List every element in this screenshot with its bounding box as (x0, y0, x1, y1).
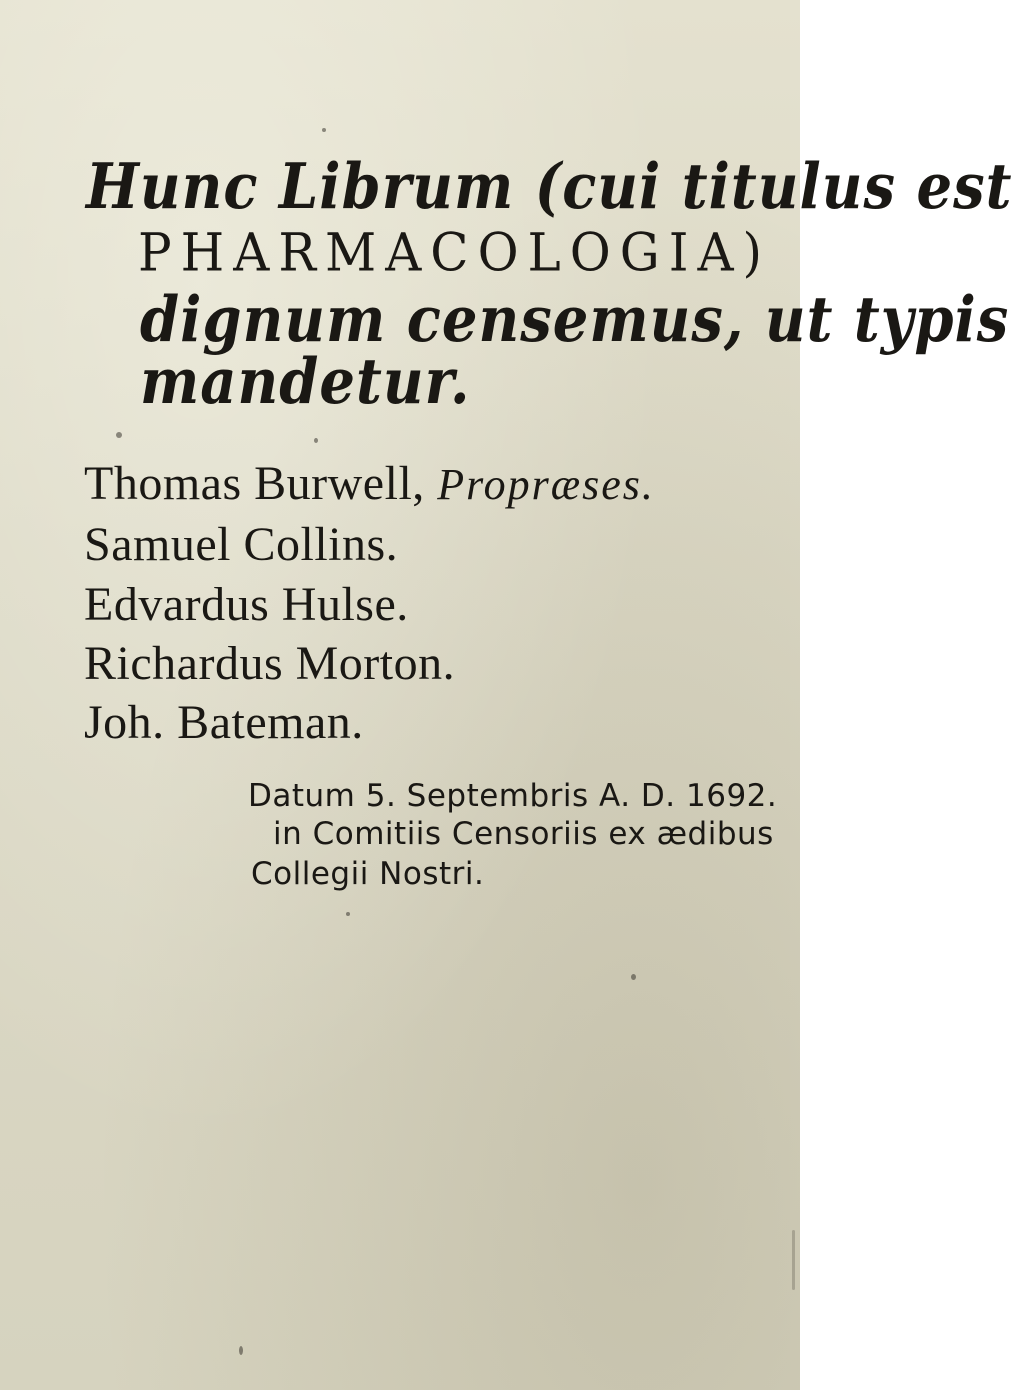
place-line: in Comitiis Censoriis ex ædibus (273, 816, 774, 852)
imprimatur-line-1: Hunc Librum (cui titulus est (86, 150, 1013, 224)
paper-speck (239, 1346, 243, 1355)
censor-office: Propræses. (437, 460, 655, 509)
paper-speck (346, 912, 350, 916)
censor-name: Joh. Bateman. (84, 696, 364, 749)
book-title: PHARMACOLOGIA) (138, 222, 772, 283)
paper-speck (631, 974, 636, 980)
imprimatur-line-3: dignum censemus, ut typis (140, 283, 1010, 357)
paper-speck (322, 128, 326, 132)
imprimatur-line-4: mandetur. (140, 345, 471, 419)
censor-name: Richardus Morton. (84, 637, 456, 690)
paper-speck (116, 432, 122, 438)
college-line: Collegii Nostri. (251, 856, 485, 892)
censor-name: Samuel Collins. (84, 518, 399, 571)
date-line: Datum 5. Septembris A. D. 1692. (248, 778, 778, 814)
censor-name: Edvardus Hulse. (84, 578, 409, 631)
censor-name-text: Thomas Burwell, (84, 457, 425, 510)
censor-name (84, 456, 655, 511)
paper-speck (314, 438, 318, 443)
paper-speck (792, 1230, 795, 1290)
